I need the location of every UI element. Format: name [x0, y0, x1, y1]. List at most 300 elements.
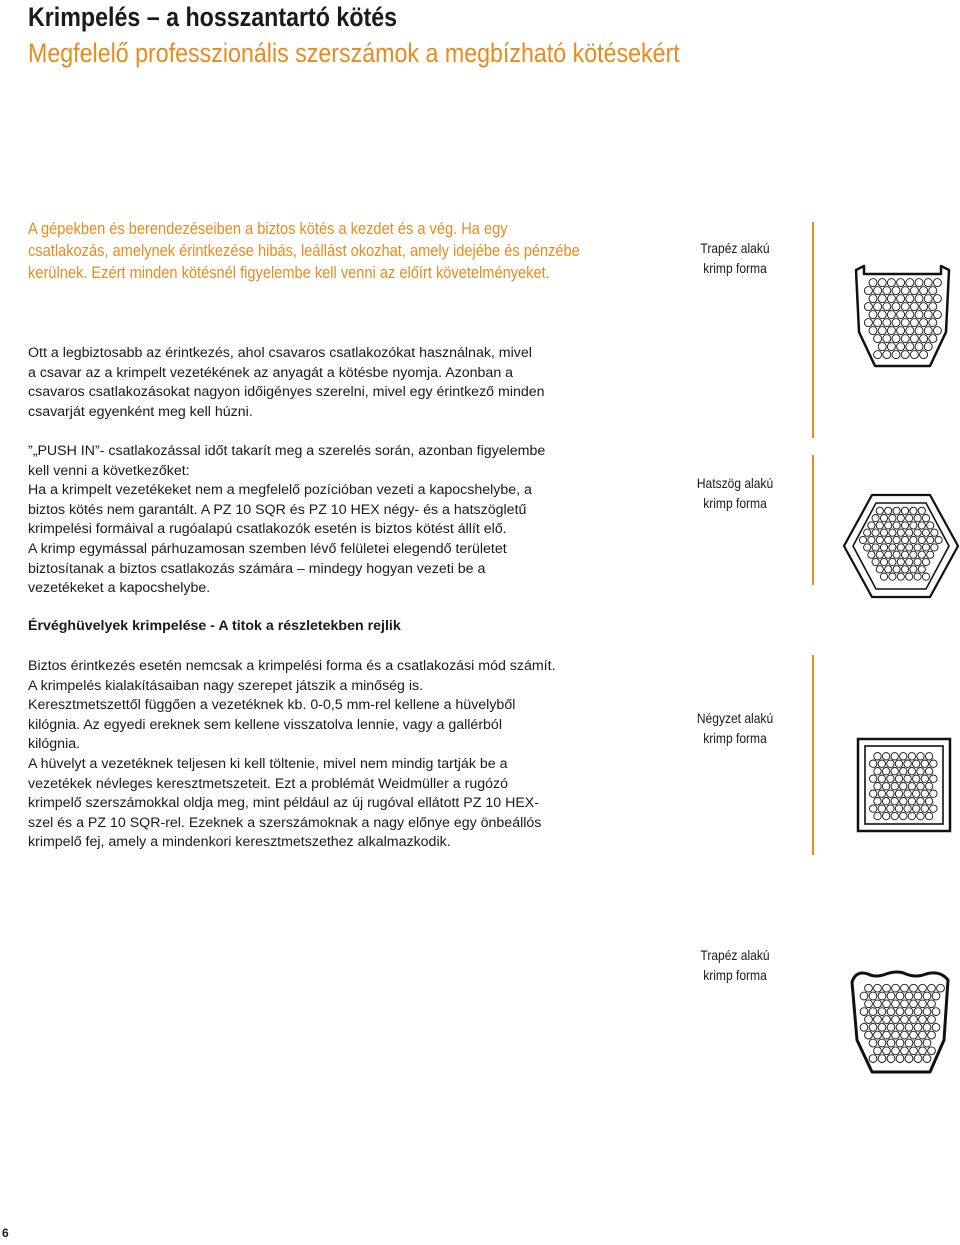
wire-strand: [878, 1055, 886, 1063]
wire-strand: [897, 279, 905, 287]
wire-strand: [887, 805, 894, 812]
wire-strand: [917, 783, 924, 790]
wire-strand: [908, 812, 915, 819]
wire-strand: [869, 327, 877, 335]
wire-strand: [896, 1023, 904, 1031]
paragraph-line: Keresztmetszettől függően a vezetéknek kb. 0-0,5 mm-rel kellene a hüvelyből: [28, 697, 516, 714]
wire-strand: [901, 536, 908, 543]
wire-strand: [915, 343, 923, 351]
wire-strand: [900, 812, 907, 819]
wire-strand: [910, 1031, 918, 1039]
wire-strand: [892, 1047, 900, 1055]
wire-strand: [874, 768, 881, 775]
figure-caption: Trapéz alakú krimp forma: [700, 947, 770, 983]
wire-strand: [935, 536, 942, 543]
wire-strand: [893, 566, 900, 573]
wire-strand: [905, 1008, 913, 1016]
wire-strand: [864, 319, 872, 327]
page-subtitle: Megfelelő professzionális szerszámok a megbízható kötésekért: [28, 38, 680, 68]
wire-strand: [910, 551, 917, 558]
wire-strand: [904, 805, 911, 812]
wire-strand: [919, 1016, 927, 1024]
wire-strand: [891, 783, 898, 790]
wire-strand: [921, 790, 928, 797]
wire-strand: [892, 1016, 900, 1024]
wire-strand: [885, 507, 892, 514]
wire-strand: [872, 515, 879, 522]
wire-strand: [925, 812, 932, 819]
wire-strand: [924, 343, 932, 351]
wire-strand: [906, 311, 914, 319]
wire-strand: [910, 522, 917, 529]
wire-strand: [892, 287, 900, 295]
wire-strand: [860, 1008, 868, 1016]
wire-strand: [917, 768, 924, 775]
wire-strand: [914, 544, 921, 551]
wire-strand: [885, 551, 892, 558]
wire-strand: [892, 351, 900, 359]
wire-strand: [869, 311, 877, 319]
wire-strand: [865, 1000, 873, 1008]
wire-strand: [922, 515, 929, 522]
wire-strand: [901, 522, 908, 529]
wire-strand: [891, 768, 898, 775]
wire-strand: [891, 753, 898, 760]
wire-strand: [869, 1055, 877, 1063]
wire-strand: [887, 992, 895, 1000]
wire-strand: [910, 303, 918, 311]
wire-strand: [872, 544, 879, 551]
wire-strand: [915, 311, 923, 319]
wire-strand: [887, 295, 895, 303]
paragraph-line: krimpelő fej, amely a mindenkori keresztmetszethez alkalmazkodik.: [28, 834, 451, 851]
wire-strand: [901, 1000, 909, 1008]
wire-strand: [910, 536, 917, 543]
wire-strand: [915, 295, 923, 303]
wire-strand: [931, 529, 938, 536]
wire-strand: [878, 327, 886, 335]
wire-strand: [917, 812, 924, 819]
wire-strand: [910, 1000, 918, 1008]
accent-rule: [812, 222, 814, 438]
wire-strand: [922, 573, 929, 580]
wire-strand: [904, 775, 911, 782]
wire-strand: [865, 1031, 873, 1039]
wire-strand: [897, 343, 905, 351]
wire-strand: [882, 768, 889, 775]
wire-strand: [925, 753, 932, 760]
wire-strand: [868, 536, 875, 543]
wire-strand: [914, 573, 921, 580]
wire-strand: [892, 984, 900, 992]
wire-strand: [897, 515, 904, 522]
wire-strand: [891, 812, 898, 819]
wire-strand: [883, 303, 891, 311]
wire-strand: [901, 319, 909, 327]
paragraph-line: biztosítanak a biztos csatlakozás számára – mindegy hogyan vezeti be a: [28, 560, 486, 577]
wire-strand: [910, 287, 918, 295]
wire-strand: [928, 1031, 936, 1039]
wire-strand: [885, 536, 892, 543]
wire-strand: [883, 1047, 891, 1055]
wire-strand: [869, 1039, 877, 1047]
wire-strand: [919, 1000, 927, 1008]
wire-strand: [930, 805, 937, 812]
wire-strand: [874, 783, 881, 790]
wire-strand: [880, 529, 887, 536]
wire-strand: [893, 522, 900, 529]
paragraph-line: vezetékeket a kapocshelybe.: [28, 580, 211, 597]
wire-strand: [905, 1055, 913, 1063]
wire-strand: [906, 295, 914, 303]
wire-strand: [915, 327, 923, 335]
accent-rule: [812, 655, 814, 855]
wire-strand: [897, 327, 905, 335]
wire-strand: [918, 507, 925, 514]
wire-strand: [908, 753, 915, 760]
wire-strand: [860, 1023, 868, 1031]
wire-strand: [910, 335, 918, 343]
wire-strand: [870, 805, 877, 812]
wire-strand: [874, 753, 881, 760]
wire-strand: [922, 544, 929, 551]
wire-strand: [930, 775, 937, 782]
wire-strand: [883, 1000, 891, 1008]
wire-strand: [872, 558, 879, 565]
wire-strand: [859, 536, 866, 543]
wire-strand: [921, 805, 928, 812]
wire-strand: [878, 1023, 886, 1031]
wire-strand: [910, 319, 918, 327]
intro-line: A gépekben és berendezéseiben a biztos kötés a kezdet és a vég. Ha egy: [28, 219, 508, 238]
wire-strand: [900, 783, 907, 790]
wire-strand: [874, 319, 882, 327]
wire-strand: [880, 544, 887, 551]
page-title: Krimpelés – a hosszantartó kötés: [28, 2, 398, 32]
wire-strand: [901, 335, 909, 343]
wire-strand: [870, 790, 877, 797]
wire-strand: [876, 566, 883, 573]
wire-strand: [918, 522, 925, 529]
wire-strand: [923, 1055, 931, 1063]
wire-strand: [920, 351, 928, 359]
wire-strand: [892, 1000, 900, 1008]
wire-strand: [889, 544, 896, 551]
wire-strand: [869, 1023, 877, 1031]
wire-strand: [876, 507, 883, 514]
wire-strand: [868, 551, 875, 558]
wire-strand: [914, 1008, 922, 1016]
wire-strand: [923, 1023, 931, 1031]
wire-strand: [876, 522, 883, 529]
wire-strand: [929, 303, 937, 311]
wire-strand: [925, 798, 932, 805]
wire-strand: [872, 529, 879, 536]
wire-strand: [905, 1023, 913, 1031]
figure-caption: Trapéz alakú krimp forma: [700, 240, 770, 276]
wire-strand: [901, 1047, 909, 1055]
wire-strand: [878, 1039, 886, 1047]
hexagon-crimp-figure: [842, 492, 960, 600]
wire-strand: [928, 1016, 936, 1024]
paragraph-line: kell venni a következőket:: [28, 462, 190, 479]
wire-strand: [924, 327, 932, 335]
wire-strand: [919, 1031, 927, 1039]
wire-strand: [901, 566, 908, 573]
wire-strand: [874, 351, 882, 359]
paragraph-line: csavarját egyenként meg kell húzni.: [28, 403, 253, 420]
wire-strand: [913, 790, 920, 797]
wire-strand: [885, 566, 892, 573]
wire-strand: [887, 311, 895, 319]
paragraph-line: A krimpelés kialakításaiban nagy szerepet játszik a minőség is.: [28, 677, 424, 694]
wire-strand: [868, 522, 875, 529]
wire-strand: [887, 760, 894, 767]
wire-strand: [869, 992, 877, 1000]
wire-strand: [905, 992, 913, 1000]
wire-strand: [874, 1000, 882, 1008]
intro-line: csatlakozás, amelynek érintkezése hibás, leállást okozhat, amely idejébe és pénzébe: [28, 241, 580, 260]
wire-strand: [878, 311, 886, 319]
wire-strand: [895, 805, 902, 812]
wire-strand: [914, 529, 921, 536]
wire-strand: [920, 303, 928, 311]
wire-strand: [887, 1008, 895, 1016]
wire-strand: [889, 515, 896, 522]
wire-strand: [918, 551, 925, 558]
wire-strand: [887, 790, 894, 797]
wire-strand: [919, 1047, 927, 1055]
wire-strand: [906, 279, 914, 287]
wire-strand: [887, 1023, 895, 1031]
wire-strand: [920, 335, 928, 343]
wire-strand: [924, 295, 932, 303]
wire-strand: [878, 760, 885, 767]
wire-strand: [883, 319, 891, 327]
wire-strand: [864, 544, 871, 551]
wire-strand: [906, 573, 913, 580]
paragraph-line: csavaros csatlakozásokat nagyon időigényes szerelni, mivel egy érintkező minden: [28, 384, 545, 401]
wire-strand: [900, 798, 907, 805]
wire-strand: [897, 529, 904, 536]
wire-strand: [930, 790, 937, 797]
wire-strand: [865, 984, 873, 992]
wire-strand: [920, 287, 928, 295]
wire-strand: [931, 544, 938, 551]
wire-strand: [904, 790, 911, 797]
wire-strand: [874, 1031, 882, 1039]
wire-strand: [917, 798, 924, 805]
wire-strand: [882, 753, 889, 760]
wire-strand: [901, 551, 908, 558]
wire-strand: [921, 775, 928, 782]
wire-strand: [904, 760, 911, 767]
wire-strand: [914, 1055, 922, 1063]
wire-strand: [883, 1016, 891, 1024]
wire-strand: [901, 1016, 909, 1024]
wire-strand: [883, 1031, 891, 1039]
wire-strand: [923, 1008, 931, 1016]
wire-strand: [925, 783, 932, 790]
wire-strand: [889, 573, 896, 580]
page-number: 6: [2, 1226, 9, 1240]
wire-strand: [889, 529, 896, 536]
wire-strand: [908, 768, 915, 775]
wire-strand: [897, 311, 905, 319]
paragraph-line: Ha a krimpelt vezetékeket nem a megfelelő pozícióban vezeti a kapocshelybe, a: [28, 482, 532, 499]
wire-strand: [910, 1016, 918, 1024]
wire-strand: [874, 1016, 882, 1024]
wire-strand: [923, 1039, 931, 1047]
wire-strand: [925, 768, 932, 775]
paragraph-line: A hüvelyt a vezetéknek teljesen ki kell töltenie, mivel nem mindig tartják be a: [28, 755, 508, 772]
wire-strand: [914, 1023, 922, 1031]
wire-strand: [880, 515, 887, 522]
wire-strand: [906, 515, 913, 522]
wire-strand: [896, 1008, 904, 1016]
wire-strand: [870, 775, 877, 782]
wire-strand: [869, 279, 877, 287]
wire-strand: [897, 558, 904, 565]
wire-strand: [893, 551, 900, 558]
wire-strand: [922, 558, 929, 565]
wire-strand: [906, 343, 914, 351]
paragraph-line: Ott a legbiztosabb az érintkezés, ahol csavaros csatlakozókat használnak, mivel: [28, 345, 532, 361]
paragraph-line: a csavar az a krimpelt vezetékének az anyagát a kötésbe nyomja. Azonban a: [28, 364, 514, 381]
wire-strand: [864, 287, 872, 295]
wire-strand: [887, 1055, 895, 1063]
wire-strand: [919, 984, 927, 992]
wire-strand: [922, 529, 929, 536]
figure-caption: Hatszög alakú krimp forma: [696, 475, 774, 511]
wire-strand: [924, 311, 932, 319]
wire-strand: [927, 536, 934, 543]
wire-strand: [915, 279, 923, 287]
wire-strand: [896, 992, 904, 1000]
wire-strand: [883, 287, 891, 295]
wire-strand: [910, 1047, 918, 1055]
wire-strand: [933, 295, 941, 303]
paragraph-line: A krimp egymással párhuzamosan szemben lévő felületei elegendő területet: [28, 540, 507, 557]
paragraph-line: kilógnia. Az egyedi ereknek sem kellene visszatolva lennie, vagy a gallérból: [28, 716, 502, 733]
wire-strand: [910, 984, 918, 992]
wire-strand: [933, 279, 941, 287]
wire-strand: [874, 335, 882, 343]
paragraph-line: kilógnia.: [28, 736, 81, 753]
wire-strand: [887, 327, 895, 335]
section-heading: Érvéghüvelyek krimpelése - A titok a részletekben rejlik: [28, 618, 401, 634]
wire-strand: [927, 551, 934, 558]
paragraph-line: Biztos érintkezés esetén nemcsak a krimpelési forma és a csatlakozási mód számít.: [28, 658, 556, 674]
wire-strand: [928, 1000, 936, 1008]
wire-strand: [901, 351, 909, 359]
wire-strand: [924, 279, 932, 287]
wire-strand: [914, 515, 921, 522]
wire-strand: [880, 558, 887, 565]
paragraph-line: biztos kötés nem garantált. A PZ 10 SQR és PZ 10 HEX négy- és a hatszögletű: [28, 501, 527, 518]
wire-strand: [883, 335, 891, 343]
wire-strand: [878, 279, 886, 287]
wire-strand: [883, 351, 891, 359]
wire-strand: [882, 783, 889, 790]
wire-strand: [892, 335, 900, 343]
wire-strand: [900, 768, 907, 775]
intro-paragraph: [28, 218, 613, 284]
wire-strand: [923, 992, 931, 1000]
wire-strand: [906, 558, 913, 565]
wire-strand: [910, 566, 917, 573]
wire-strand: [897, 295, 905, 303]
wire-strand: [869, 1008, 877, 1016]
wire-strand: [933, 311, 941, 319]
wire-strand: [882, 812, 889, 819]
wire-strand: [864, 303, 872, 311]
wire-strand: [874, 812, 881, 819]
wire-strand: [933, 327, 941, 335]
wire-strand: [895, 760, 902, 767]
wire-strand: [901, 287, 909, 295]
paragraph-line: ”„PUSH IN”- csatlakozással időt takarít meg a szerelés során, azonban figyelembe: [28, 443, 546, 459]
wire-strand: [896, 1039, 904, 1047]
wire-strand: [932, 1023, 940, 1031]
wire-strand: [869, 295, 877, 303]
paragraph-line: krimpelő szerszámokkal oldja meg, mint például az új rugóval ellátott PZ 10 HEX-: [28, 795, 539, 812]
wire-strand: [878, 775, 885, 782]
paragraph-line: vezetékek névleges keresztmetszeteit. Ezt a problémát Weidmüller a rugózó: [28, 775, 508, 792]
wire-strand: [878, 343, 886, 351]
wire-strand: [914, 992, 922, 1000]
push-in-paragraph: [28, 442, 628, 599]
wire-strand: [893, 536, 900, 543]
wire-strand: [887, 343, 895, 351]
wire-strand: [876, 536, 883, 543]
wire-strand: [928, 1047, 936, 1055]
wire-strand: [878, 790, 885, 797]
wire-strand: [906, 327, 914, 335]
wire-strand: [901, 303, 909, 311]
wire-strand: [897, 573, 904, 580]
wire-strand: [929, 319, 937, 327]
wire-strand: [913, 805, 920, 812]
wire-strand: [893, 507, 900, 514]
wire-strand: [885, 522, 892, 529]
ferrule-paragraph: [28, 657, 628, 853]
trapezoid-defective-crimp-figure: [846, 968, 956, 1078]
wire-strand: [874, 1047, 882, 1055]
wire-strand: [870, 760, 877, 767]
wire-strand: [878, 992, 886, 1000]
wire-strand: [918, 536, 925, 543]
wire-strand: [913, 760, 920, 767]
wire-strand: [930, 760, 937, 767]
wire-strand: [874, 798, 881, 805]
wire-strand: [895, 775, 902, 782]
wire-strand: [914, 1039, 922, 1047]
wire-strand: [910, 507, 917, 514]
wire-strand: [878, 805, 885, 812]
wire-strand: [874, 303, 882, 311]
wire-strand: [918, 566, 925, 573]
wire-strand: [876, 551, 883, 558]
wire-strand: [920, 319, 928, 327]
wire-strand: [906, 529, 913, 536]
wire-strand: [914, 558, 921, 565]
wire-strand: [929, 287, 937, 295]
screw-connection-paragraph: [28, 344, 628, 422]
wire-strand: [917, 753, 924, 760]
wire-strand: [892, 319, 900, 327]
wire-strand: [901, 984, 909, 992]
